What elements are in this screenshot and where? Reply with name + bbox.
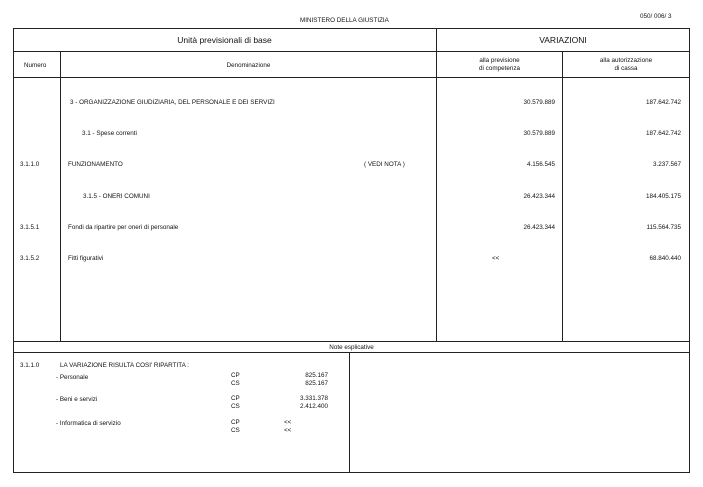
note-item-cs-value: << <box>284 427 292 434</box>
note-item-label: - Beni e servizi <box>56 396 98 403</box>
variazioni-header: VARIAZIONI <box>539 35 587 45</box>
notes-column-divider <box>349 352 350 473</box>
table-row-cassa: 3.237.567 <box>652 161 681 168</box>
table-row-competenza: 30.579.889 <box>523 99 555 106</box>
table-row-denominazione: 3 - ORGANIZZAZIONE GIUDIZIARIA, DEL PERSONALE E DEI SERVIZI <box>70 99 275 106</box>
table-row-denominazione: Fondi da ripartire per oneri di personale <box>68 224 179 231</box>
note-item-cp-label: CP <box>231 372 240 379</box>
page-code: 050/ 006/ 3 <box>640 13 672 20</box>
header-divider <box>13 51 690 52</box>
notes-top-border <box>13 341 690 342</box>
competenza-header-line1: alla previsione <box>479 57 520 64</box>
header-bottom-border <box>13 77 690 78</box>
note-item-label: - Informatica di servizio <box>56 420 121 427</box>
table-row-competenza: << <box>492 255 500 262</box>
unita-header: Unità previsionali di base <box>177 35 272 45</box>
table-row-denominazione: Fitti figurativi <box>68 255 104 262</box>
note-item-cs-label: CS <box>231 380 240 387</box>
note-item-label: - Personale <box>56 374 89 381</box>
note-item-cp-value: 825.167 <box>305 372 328 379</box>
notes-title: Note esplicative <box>329 344 374 351</box>
table-row-competenza: 4.156.545 <box>526 161 555 168</box>
table-row-numero: 3.1.5.1 <box>20 224 40 231</box>
note-item-cs-label: CS <box>231 427 240 434</box>
table-row-denominazione: 3.1 - Spese correnti <box>82 130 137 137</box>
note-item-cp-value: 3.331.378 <box>299 395 328 402</box>
table-row-numero: 3.1.5.2 <box>20 255 40 262</box>
table-row-denominazione: FUNZIONAMENTO <box>68 161 123 168</box>
unita-variazioni-divider <box>436 28 437 341</box>
notes-heading: LA VARIAZIONE RISULTA COSI' RIPARTITA : <box>60 362 189 369</box>
table-row-cassa: 187.642.742 <box>645 130 681 137</box>
note-item-cs-value: 2.412.400 <box>299 403 328 410</box>
cassa-header-line1: alla autorizzazione <box>599 57 653 64</box>
cassa-header-line2: di cassa <box>614 65 638 72</box>
note-item-cp-label: CP <box>231 419 240 426</box>
table-left-border <box>13 28 14 473</box>
table-row-competenza: 30.579.889 <box>523 130 555 137</box>
table-row-competenza: 26.423.344 <box>523 224 555 231</box>
notes-title-border <box>13 352 690 353</box>
table-top-border <box>13 28 690 29</box>
competenza-header-line2: di competenza <box>479 65 520 72</box>
table-row-note: ( VEDI NOTA ) <box>364 161 405 168</box>
table-row-cassa: 115.564.735 <box>646 224 681 231</box>
note-item-cs-value: 825.167 <box>305 380 328 387</box>
table-row-denominazione: 3.1.5 - ONERI COMUNI <box>83 193 150 200</box>
note-item-cs-label: CS <box>231 403 240 410</box>
notes-code: 3.1.1.0 <box>20 362 40 369</box>
table-row-cassa: 187.642.742 <box>645 99 681 106</box>
table-right-border <box>689 28 690 473</box>
note-item-cp-value: << <box>284 419 292 426</box>
note-item-cp-label: CP <box>231 395 240 402</box>
denominazione-header: Denominazione <box>226 62 271 69</box>
table-row-cassa: 68.840.440 <box>649 255 681 262</box>
ministry-title: MINISTERO DELLA GIUSTIZIA <box>300 17 389 24</box>
table-row-cassa: 184.405.175 <box>645 193 681 200</box>
numero-column-border <box>60 51 61 341</box>
table-bottom-border <box>13 472 690 473</box>
table-row-competenza: 26.423.344 <box>523 193 555 200</box>
numero-header: Numero <box>24 62 47 69</box>
table-row-numero: 3.1.1.0 <box>20 161 40 168</box>
